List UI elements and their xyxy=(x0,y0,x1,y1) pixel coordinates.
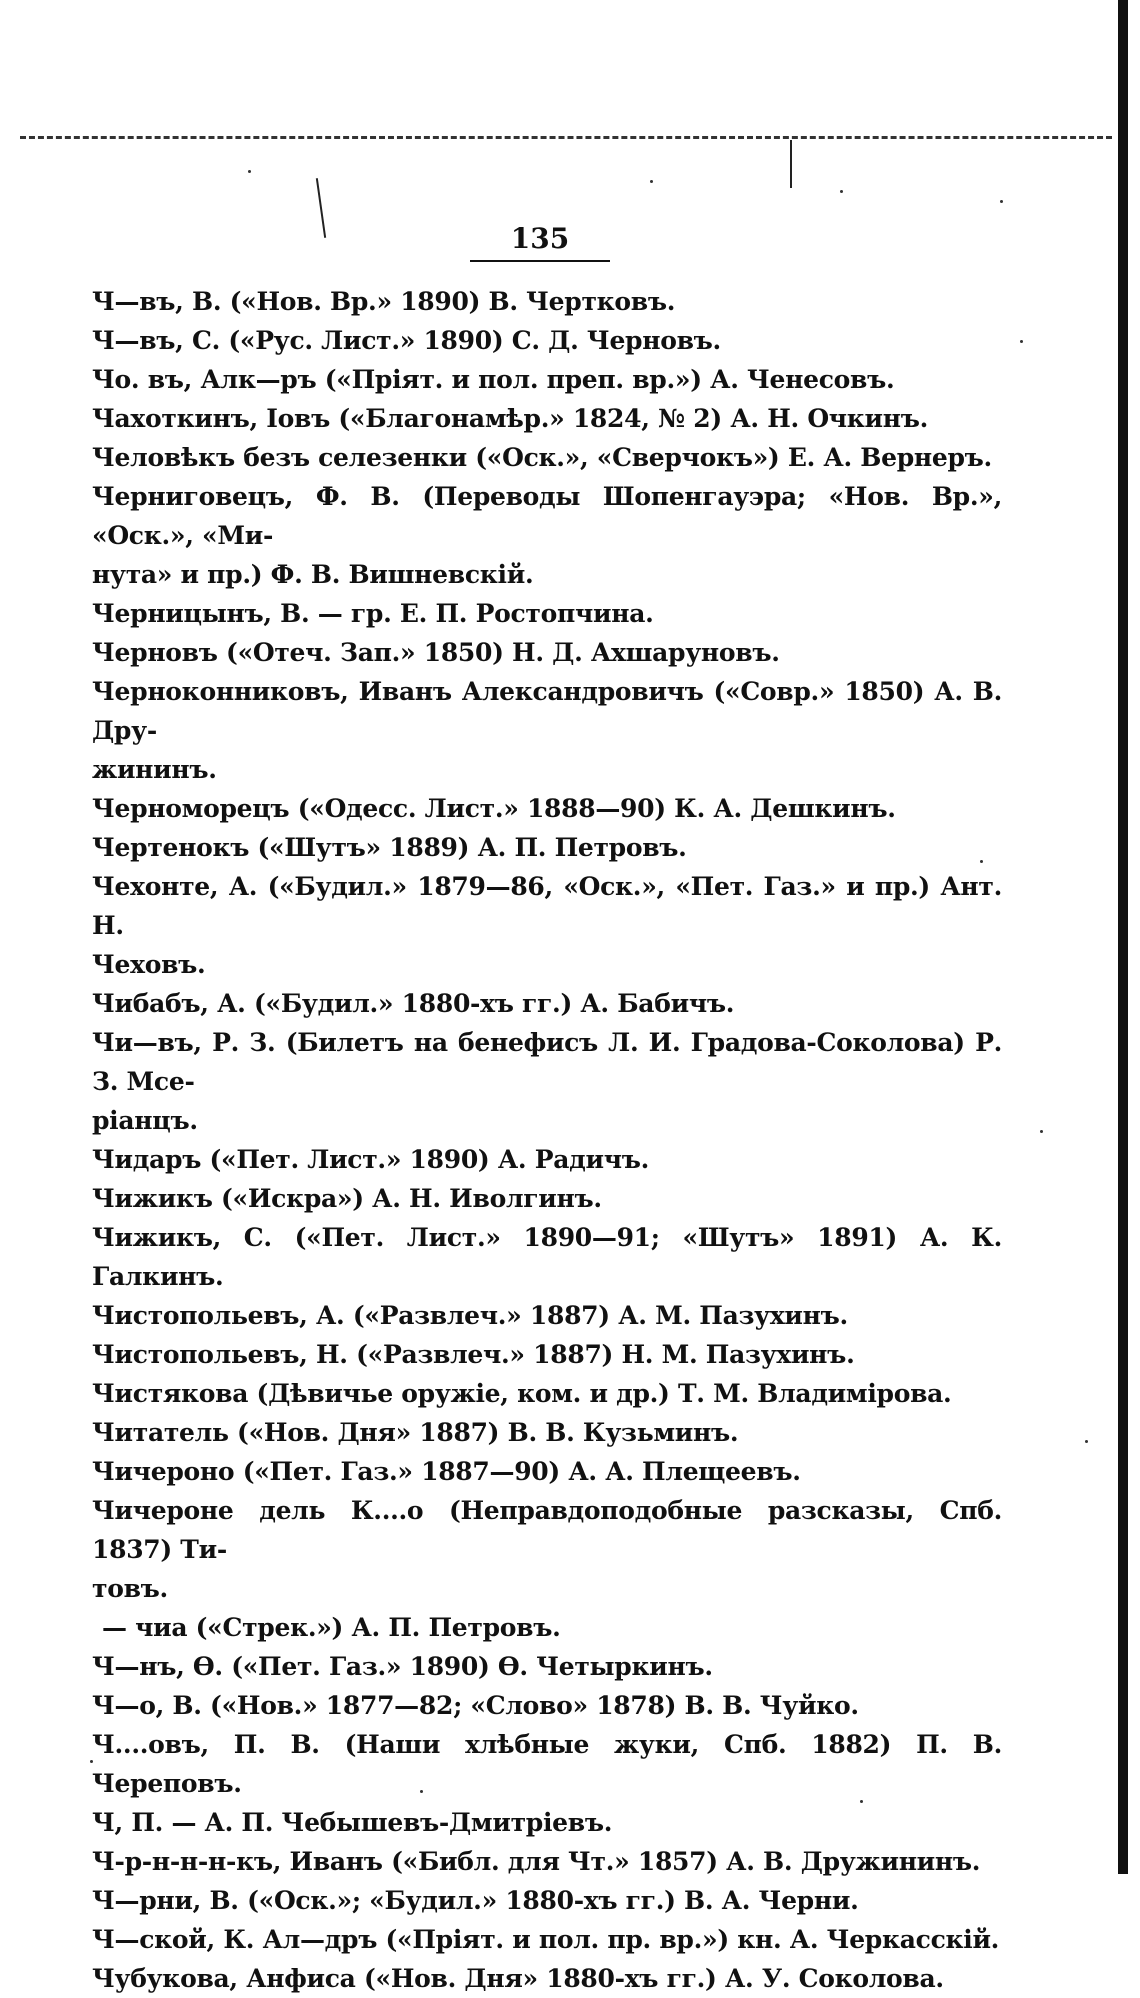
entry-text: Черницынъ, В. — гр. Е. П. Ростопчина. xyxy=(92,599,654,628)
speck xyxy=(1020,340,1023,343)
speck xyxy=(248,170,251,173)
page-number-rule xyxy=(470,260,610,262)
entry xyxy=(92,672,1002,789)
entry xyxy=(92,1920,1002,1959)
margin-mark xyxy=(790,140,792,188)
entry xyxy=(92,984,1002,1023)
entry xyxy=(92,1686,1002,1725)
entry xyxy=(92,1179,1002,1218)
entry xyxy=(92,1218,1002,1296)
entry-text: Ч-р-н-н-н-къ, Иванъ («Библ. для Чт.» 1857) А. В. Дружининъ. xyxy=(92,1847,981,1876)
entry-text: Чертенокъ («Шутъ» 1889) А. П. Петровъ. xyxy=(92,833,687,862)
entry xyxy=(92,1647,1002,1686)
margin-bracket xyxy=(316,178,326,238)
entry-text: Чистопольевъ, Н. («Развлеч.» 1887) Н. М. Пазухинъ. xyxy=(92,1340,855,1369)
entry-continuation: нута» и пр.) Ф. В. Вишневскій. xyxy=(92,560,534,589)
entry-text: Чистопольевъ, А. («Развлеч.» 1887) А. М. Пазухинъ. xyxy=(92,1301,848,1330)
entry xyxy=(92,1023,1002,1140)
entry xyxy=(92,1803,1002,1842)
entry-text: Чубукова, Анфиса («Нов. Дня» 1880-хъ гг.) А. У. Соколова. xyxy=(92,1964,944,1993)
speck xyxy=(650,180,653,183)
entry xyxy=(92,1842,1002,1881)
entry-text: — чиа («Стрек.») А. П. Петровъ. xyxy=(102,1613,561,1642)
entry-text: Ч—рни, В. («Оск.»; «Будил.» 1880-хъ гг.) В. А. Черни. xyxy=(92,1886,859,1915)
speck xyxy=(1085,1440,1088,1443)
entry xyxy=(92,360,1002,399)
speck xyxy=(1000,200,1003,203)
entry xyxy=(92,789,1002,828)
speck xyxy=(1040,1130,1043,1133)
entry xyxy=(92,477,1002,594)
entry-text: Чо. въ, Алк—ръ («Пріят. и пол. преп. вр.») А. Ченесовъ. xyxy=(92,365,895,394)
entry-text: Человѣкъ безъ селезенки («Оск.», «Сверчокъ») Е. А. Вернеръ. xyxy=(92,443,992,472)
entry xyxy=(92,1335,1002,1374)
entry-text: Чижикъ, С. («Пет. Лист.» 1890—91; «Шутъ» 1891) А. К. Галкинъ. xyxy=(92,1223,1002,1291)
entry-text: Черновъ («Отеч. Зап.» 1850) Н. Д. Ахшаруновъ. xyxy=(92,638,780,667)
entry xyxy=(92,828,1002,867)
entry-text: Черноморецъ («Одесс. Лист.» 1888—90) К. А. Дешкинъ. xyxy=(92,794,896,823)
entry-text: Чижикъ («Искра») А. Н. Иволгинъ. xyxy=(92,1184,602,1213)
entry xyxy=(92,1140,1002,1179)
entry xyxy=(92,282,1002,321)
entry xyxy=(92,1881,1002,1920)
entry-text: Чистякова (Дѣвичье оружіе, ком. и др.) Т. М. Владимірова. xyxy=(92,1379,952,1408)
entry-continuation: ріанцъ. xyxy=(92,1106,198,1135)
entry-text: Чичероне дель К....о (Неправдоподобные разсказы, Спб. 1837) Ти- xyxy=(92,1496,1002,1564)
entry-text: Чи—въ, Р. З. (Билетъ на бенефисъ Л. И. Градова-Соколова) Р. З. Мсе- xyxy=(92,1028,1002,1096)
entry-text: Чибабъ, А. («Будил.» 1880-хъ гг.) А. Бабичъ. xyxy=(92,989,735,1018)
entry-text: Ч, П. — А. П. Чебышевъ-Дмитріевъ. xyxy=(92,1808,613,1837)
entry xyxy=(92,1959,1002,1998)
entry-text: Ч—нъ, Ѳ. («Пет. Газ.» 1890) Ѳ. Четыркинъ. xyxy=(92,1652,713,1681)
entry xyxy=(92,1374,1002,1413)
speck xyxy=(840,190,843,193)
entry xyxy=(92,1452,1002,1491)
pseudonym-list xyxy=(92,282,1002,1998)
entry-text: Ч—въ, В. («Нов. Вр.» 1890) В. Чертковъ. xyxy=(92,287,676,316)
entry-continuation: жининъ. xyxy=(92,755,217,784)
header-rule xyxy=(20,136,1112,139)
entry xyxy=(92,633,1002,672)
entry xyxy=(92,321,1002,360)
entry-text: Ч—въ, С. («Рус. Лист.» 1890) С. Д. Черновъ. xyxy=(92,326,721,355)
entry-text: Ч....овъ, П. В. (Наши хлѣбные жуки, Спб. 1882) П. В. Череповъ. xyxy=(92,1730,1002,1798)
entry xyxy=(92,399,1002,438)
entry-text: Черноконниковъ, Иванъ Александровичъ («Совр.» 1850) А. В. Дру- xyxy=(92,677,1002,745)
entry-text: Читатель («Нов. Дня» 1887) В. В. Кузьминъ. xyxy=(92,1418,739,1447)
entry-continuation: Чеховъ. xyxy=(92,950,206,979)
entry-text: Чехонте, А. («Будил.» 1879—86, «Оск.», «Пет. Газ.» и пр.) Ант. Н. xyxy=(92,872,1002,940)
entry-text: Чичероно («Пет. Газ.» 1887—90) А. А. Плещеевъ. xyxy=(92,1457,801,1486)
entry-text: Чидаръ («Пет. Лист.» 1890) А. Радичъ. xyxy=(92,1145,650,1174)
entry-text: Ч—о, В. («Нов.» 1877—82; «Слово» 1878) В. В. Чуйко. xyxy=(92,1691,859,1720)
entry xyxy=(92,1725,1002,1803)
entry-text: Ч—ской, К. Ал—дръ («Пріят. и пол. пр. вр.») кн. А. Черкасскій. xyxy=(92,1925,1000,1954)
entry xyxy=(92,1296,1002,1335)
entry-continuation: товъ. xyxy=(92,1574,168,1603)
entry-text: Черниговецъ, Ф. В. (Переводы Шопенгауэра; «Нов. Вр.», «Оск.», «Ми- xyxy=(92,482,1002,550)
entry-text: Чахоткинъ, Іовъ («Благонамѣр.» 1824, № 2) А. Н. Очкинъ. xyxy=(92,404,929,433)
entry xyxy=(92,1608,1002,1647)
page-number: 135 xyxy=(510,222,570,255)
page-edge-shadow xyxy=(1118,0,1128,1874)
entry xyxy=(92,1413,1002,1452)
entry xyxy=(92,594,1002,633)
entry xyxy=(92,867,1002,984)
entry xyxy=(92,438,1002,477)
entry xyxy=(92,1491,1002,1608)
